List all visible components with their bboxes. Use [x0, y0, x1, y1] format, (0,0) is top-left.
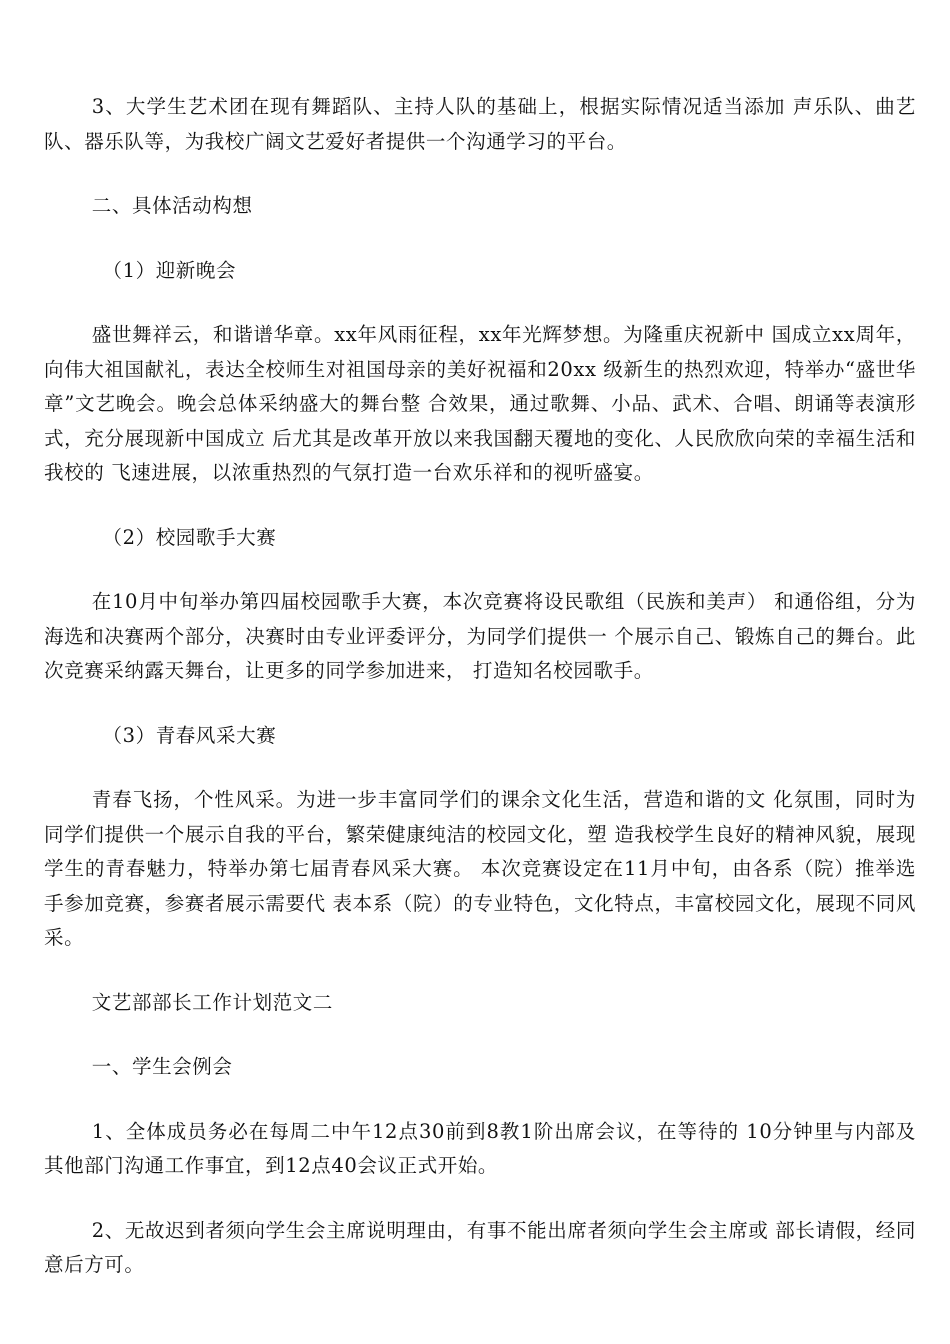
- paragraph-youth-contest: 青春飞扬，个性风采。为进一步丰富同学们的课余文化生活，营造和谐的文 化氛围，同时为同学们提供一个展示自我的平台，繁荣健康纯洁的校园文化，塑 造我校学生良好的精神风貌，展现学生的青春魅力，特举办第七届青春风采大赛。 本次竞赛设定在11月中旬，由各系（院）推举选手参加竞赛，参赛者展示需要代 表本系（院）的专业特色，文化特点，丰富校园文化，展现不同风采。: [44, 788, 916, 949]
- paragraph-meeting-attendance: 1、全体成员务必在每周二中午12点30前到8教1阶出席会议，在等待的 10分钟里与内部及其他部门沟通工作事宜，到12点40会议正式开始。: [44, 1119, 916, 1177]
- paragraph-lateness-rule: 2、无故迟到者须向学生会主席说明理由，有事不能出席者须向学生会主席或 部长请假，经同意后方可。: [44, 1218, 916, 1276]
- paragraph-art-troupe: 3、大学生艺术团在现有舞蹈队、主持人队的基础上，根据实际情况适当添加 声乐队、曲艺队、器乐队等，为我校广阔文艺爱好者提供一个沟通学习的平台。: [44, 95, 916, 153]
- heading-student-union-meeting: 一、学生会例会: [91, 1055, 233, 1078]
- subheading-singer-contest: （2）校园歌手大赛: [102, 525, 277, 549]
- subheading-youth-contest: （3）青春风采大赛: [102, 723, 277, 747]
- paragraph-welcome-gala: 盛世舞祥云，和谐谱华章。xx年风雨征程，xx年光辉梦想。为隆重庆祝新中 国成立xx周年，向伟大祖国献礼，表达全校师生对祖国母亲的美好祝福和20xx 级新生的热烈欢迎，特举办“盛世华章”文艺晚会。晚会总体采纳盛大的舞台整 合效果，通过歌舞、小品、武术、合唱、朗诵等表演形式，充分展现新中国成立 后尤其是改革开放以来我国翻天覆地的变化、人民欣欣向荣的幸福生活和我校的 飞速进展，以浓重热烈的气氛打造一台欢乐祥和的视听盛宴。: [44, 323, 916, 484]
- heading-activity-ideas: 二、具体活动构想: [91, 194, 253, 217]
- heading-sample-two: 文艺部部长工作计划范文二: [91, 990, 333, 1014]
- paragraph-singer-contest: 在10月中旬举办第四届校园歌手大赛，本次竞赛将设民歌组（民族和美声） 和通俗组，分为海选和决赛两个部分，决赛时由专业评委评分，为同学们提供一 个展示自己、锻炼自己的舞台。此次竞赛采纳露天舞台，让更多的同学参加进来， 打造知名校园歌手。: [44, 590, 916, 682]
- subheading-welcome-gala: （1）迎新晚会: [102, 258, 237, 282]
- document-body: [44, 90, 916, 1313]
